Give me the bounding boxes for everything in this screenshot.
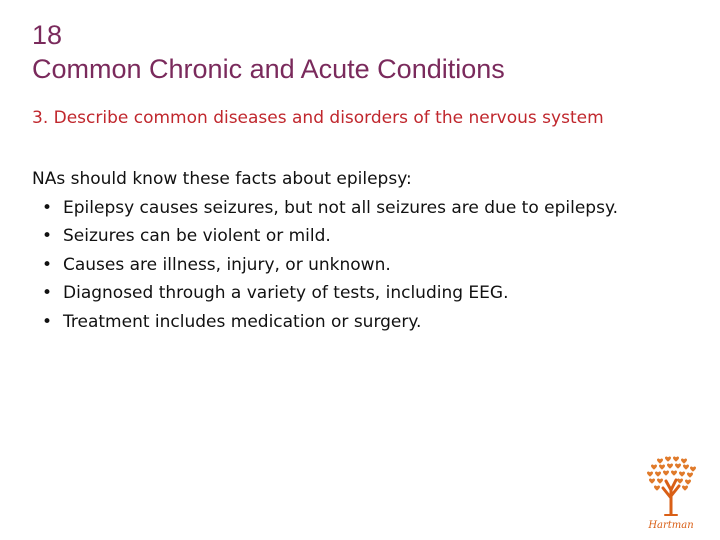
slide-title [32, 18, 505, 86]
hartman-logo [638, 454, 704, 536]
bullet-list [32, 194, 662, 337]
chapter-number: 18 [32, 20, 63, 50]
bullet-item: • Treatment includes medication or surgery. [32, 308, 662, 337]
bullet-item: • Causes are illness, injury, or unknown. [32, 251, 662, 280]
intro-text: NAs should know these facts about epilepsy: [32, 169, 412, 189]
bullet-item: • Diagnosed through a variety of tests, including EEG. [32, 279, 662, 308]
bullet-item: • Seizures can be violent or mild. [32, 222, 662, 251]
section-heading: 3. Describe common diseases and disorders of the nervous system [32, 108, 604, 128]
bullet-item: • Epilepsy causes seizures, but not all seizures are due to epilepsy. [32, 194, 662, 223]
slide-body [32, 165, 662, 336]
chapter-title: Common Chronic and Acute Conditions [32, 54, 505, 84]
logo-text: Hartman [648, 520, 694, 531]
heart-tree-icon [638, 454, 704, 520]
